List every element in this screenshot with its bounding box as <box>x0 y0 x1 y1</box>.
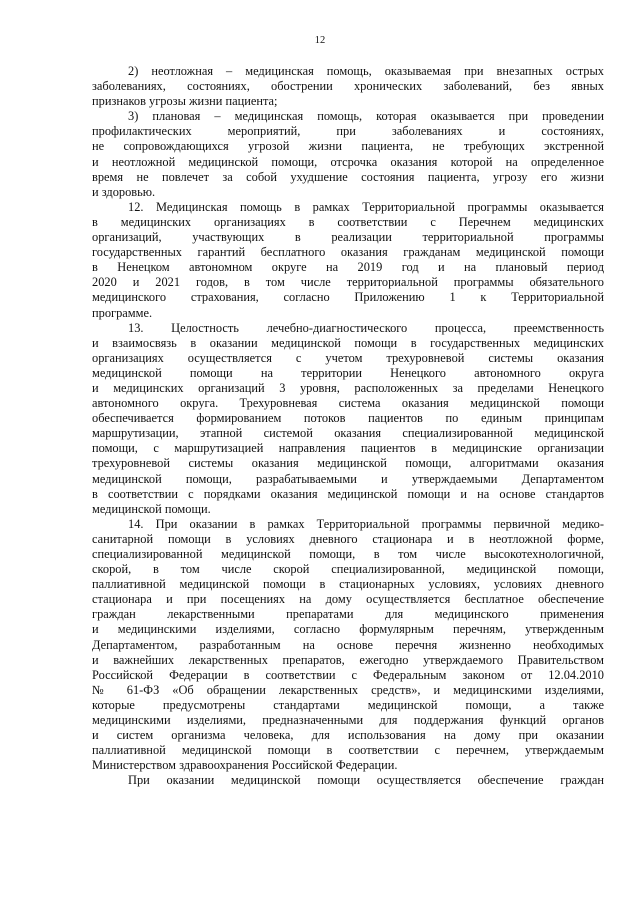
text-line: в Ненецком автономном округе на 2019 год и на плановый период <box>92 260 604 275</box>
text-line: Департаментом, разработанным на основе перечня жизненно необходимых <box>92 637 604 652</box>
text-line: Министерством здравоохранения Российской Федерации. <box>92 758 398 773</box>
text-line: санитарной помощи в условиях дневного стационара и в неотложной форме, <box>92 531 604 546</box>
text-line: и неотложной медицинской помощи, отсрочка оказания которой на определенное <box>92 154 604 169</box>
text-line: время не повлечет за собой ухудшение состояния пациента, угрозу его жизни <box>92 169 604 184</box>
text-line: медицинской помощи на территории Ненецкого автономного округа <box>92 365 604 380</box>
paragraph-p15 <box>92 773 604 788</box>
text-line: и медицинскими изделиями, согласно формулярным перечням, утвержденным <box>92 622 604 637</box>
text-line: граждан лекарственными препаратами для медицинского применения <box>92 607 604 622</box>
text-line: 14. При оказании в рамках Территориальной программы первичной медико- <box>128 516 604 531</box>
text-line: программе. <box>92 305 153 320</box>
text-line: не сопровождающихся угрозой жизни пациента, не требующих экстренной <box>92 139 604 154</box>
text-line: 2) неотложная – медицинская помощь, оказываемая при внезапных острых <box>128 64 604 78</box>
text-line: медицинской помощи, разрабатываемыми и утверждаемыми Департаментом <box>92 471 604 486</box>
text-line: государственных гарантий бесплатного оказания гражданам медицинской помощи <box>92 245 604 260</box>
text-line: профилактических мероприятий, при заболеваниях и состояниях, <box>92 124 604 139</box>
text-line: При оказании медицинской помощи осуществляется обеспечение граждан <box>128 773 604 788</box>
text-line: 3) плановая – медицинская помощь, которая оказывается при проведении <box>128 109 604 124</box>
text-line: и взаимосвязь в оказании медицинской помощи в государственных медицинских <box>92 335 604 350</box>
text-line: организациях осуществляется с учетом трехуровневой системы оказания <box>92 350 604 365</box>
text-line: специализированной медицинской помощи, в том числе высокотехнологичной, <box>92 547 604 561</box>
document-body <box>92 64 604 789</box>
text-line: автономного округа. Трехуровневая система оказания медицинской помощи <box>92 396 604 411</box>
text-line: и важнейших лекарственных препаратов, ежегодно утверждаемого Правительством <box>92 652 604 667</box>
text-line: Российской Федерации в соответствии с Федеральным законом от 12.04.2010 <box>92 667 604 682</box>
text-line: в соответствии с порядками оказания медицинской помощи и на основе стандартов <box>92 486 604 501</box>
text-line: трехуровневой системы оказания медицинской помощи, алгоритмами оказания <box>92 456 604 471</box>
text-line: помощи, с маршрутизацией направления пациентов в медицинские организации <box>92 441 604 456</box>
paragraph-p2 <box>92 64 604 109</box>
text-line: обеспечивается формированием потоков пациентов по единым принципам <box>92 411 604 426</box>
paragraph-p13 <box>92 321 604 517</box>
page-number: 12 <box>314 35 326 46</box>
text-line: 12. Медицинская помощь в рамках Территориальной программы оказывается <box>128 199 604 214</box>
text-line: медицинского страхования, согласно Приложению 1 к Территориальной <box>92 290 604 305</box>
paragraph-p14 <box>92 517 604 774</box>
text-line: маршрутизации, этапной системой оказания специализированной медицинской <box>92 426 604 441</box>
text-line: № 61-ФЗ «Об обращении лекарственных средств», и медицинскими изделиями, <box>92 682 604 697</box>
text-line: паллиативной медицинской помощи в стационарных условиях, условиях дневного <box>92 577 604 592</box>
text-line: признаков угрозы жизни пациента; <box>92 94 278 109</box>
text-line: которые предусмотрены стандартами медицинской помощи, а также <box>92 697 604 712</box>
text-line: 2020 и 2021 годов, в том числе территориальной программы обязательного <box>92 275 604 290</box>
text-line: организаций, участвующих в реализации территориальной программы <box>92 230 604 245</box>
paragraph-p3 <box>92 109 604 200</box>
text-line: скорой, в том числе скорой специализированной, медицинской помощи, <box>92 562 604 577</box>
text-line: медицинской помощи. <box>92 501 211 516</box>
text-line: и здоровью. <box>92 184 156 199</box>
text-line: паллиативной медицинской помощи в соответствии с перечнем, утверждаемым <box>92 743 604 758</box>
text-line: медицинскими изделиями, предназначенными для поддержания функций органов <box>92 713 604 728</box>
text-line: в медицинских организациях в соответствии с Перечнем медицинских <box>92 214 604 229</box>
text-line: 13. Целостность лечебно-диагностического процесса, преемственность <box>128 320 604 335</box>
paragraph-p12 <box>92 200 604 321</box>
text-line: стационара и при посещениях на дому осуществляется бесплатное обеспечение <box>92 592 604 607</box>
text-line: и медицинских организаций 3 уровня, расположенных за пределами Ненецкого <box>92 380 604 395</box>
text-line: заболеваниях, состояниях, обострении хронических заболеваний, без явных <box>92 79 604 94</box>
text-line: и систем организма человека, для использования на дому при оказании <box>92 728 604 743</box>
